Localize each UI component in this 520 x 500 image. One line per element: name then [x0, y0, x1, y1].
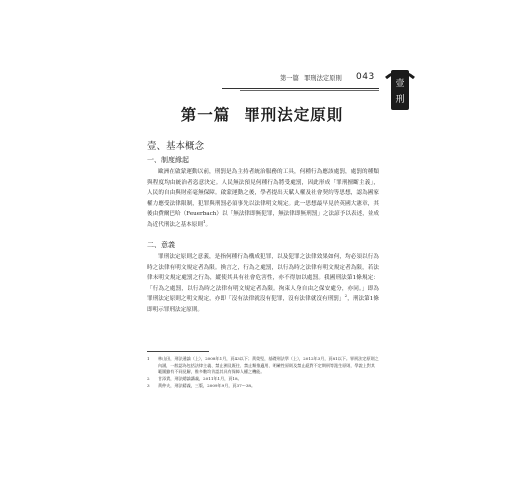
footnote — [147, 356, 379, 376]
footnote-number: 1 — [147, 356, 150, 361]
footnote-rule — [147, 351, 209, 352]
running-head-chapter: 第一篇 — [280, 75, 299, 82]
section-heading: 壹、基本概念 — [147, 141, 205, 152]
running-header — [222, 73, 379, 87]
seal-glyph-top: 壹 — [395, 79, 405, 89]
footnote-number: 3 — [147, 383, 150, 389]
page-number: 043 — [356, 72, 375, 82]
paragraph-text: 歐洲在啟蒙運動以前，刑罰是為主持者統治服務的工具，何種行為應該處罰，處罰的種類與程度均由統治者恣意決定。人民無法預見何種行為將受處罰，因此形成「罪刑擅斷主義」，人民的自由與財產毫無保障。啟蒙運動之後，學者提出天賦人權及社會契約等思想，認為國家權力應受法律限制，犯罪與刑罰必須事先以法律明文規定。此一思想最早見於英國大憲章，其後由費爾巴哈（Feuerbach）以「無法律即無犯罪，無法律即無刑罰」之法諺予以表述，並成為近代刑法之基本原則 — [147, 169, 379, 228]
chapter-title: 罪刑法定原則 — [244, 105, 344, 124]
paragraph-meaning — [147, 252, 379, 316]
footnote — [147, 376, 379, 383]
footnote-text: 林山田，刑法通論（上），2008年1月，頁43以下；黃榮堅，基礎刑法學（上），2012年3月，頁81以下。罪刑法定原則之內涵，一般認為包括法律主義、禁止溯及既往、禁止類推適用、明確性原則及禁止絕對不定期刑等派生原則，學說上對其範圍雖有不同見解，惟多數均肯認其具有保障人權之機能。 — [158, 356, 379, 375]
paragraph-origin: 歐洲在啟蒙運動以前，刑罰是為主持者統治服務的工具，何種行為應該處罰，處罰的種類與程度均由統治者恣意決定。人民無法預見何種行為將受處罰，因此形成「罪刑擅斷主義」，人民的自由與財產毫無保障。啟蒙運動之後，學者提出天賦人權及社會契約等思想，認為國家權力應受法律限制，犯罪與刑罰必須事先以法律明文規定。此一思想最早見於英國大憲章，其後由費爾巴哈（Feuerbach）以「無法律即無犯罪，無法律即無刑罰」之法諺予以表述，並成為近代刑法之基本原則$^1$。 — [147, 169, 379, 228]
footnote-text: 黃仲夫，刑法精義，三版，2009年9月，頁37～38。 — [158, 383, 256, 389]
chapter-heading — [162, 103, 362, 125]
chapter-label: 第一篇 — [180, 105, 231, 124]
subsection-heading-meaning: 二、意義 — [147, 241, 175, 249]
footnotes — [147, 356, 379, 390]
header-rule — [222, 88, 379, 89]
footnote — [147, 383, 379, 390]
subsection-heading-origin: 一、制度緣起 — [147, 156, 189, 164]
seal-glyph-bottom: 刑 — [395, 95, 405, 105]
footnote-number: 2 — [147, 376, 150, 382]
chapter-seal-icon — [380, 64, 420, 114]
header-rule-secondary — [240, 90, 379, 91]
footnote-ref: 2 — [344, 293, 348, 299]
footnote-ref: 1 — [202, 219, 206, 225]
paragraph-text: 罪刑法定原則之意義，是指何種行為構成犯罪，以及犯罪之法律效果如何，均必須以行為時之法律有明文規定者為限。換言之，行為之處罰，以行為時之法律有明文規定者為限，若法律未明文規定處罰之行為，縱使其具有社會危害性，亦不得加以處罰。我國刑法第1條規定：「行為之處罰，以行為時之法律有明文規定者為限。拘束人身自由之保安處分，亦同。」即為罪刑法定原則之明文規定，亦即「沒有法律就沒有犯罪，沒有法律就沒有刑罰」 — [147, 254, 379, 303]
running-head-title: 罪刑法定原則 — [304, 75, 342, 82]
paragraph-tail: ，刑法第1條即明示罪刑法定原則。 — [147, 296, 379, 313]
footnote-text: 甘添貴，刑法總論講義，2011年1月，頁18。 — [158, 376, 242, 382]
